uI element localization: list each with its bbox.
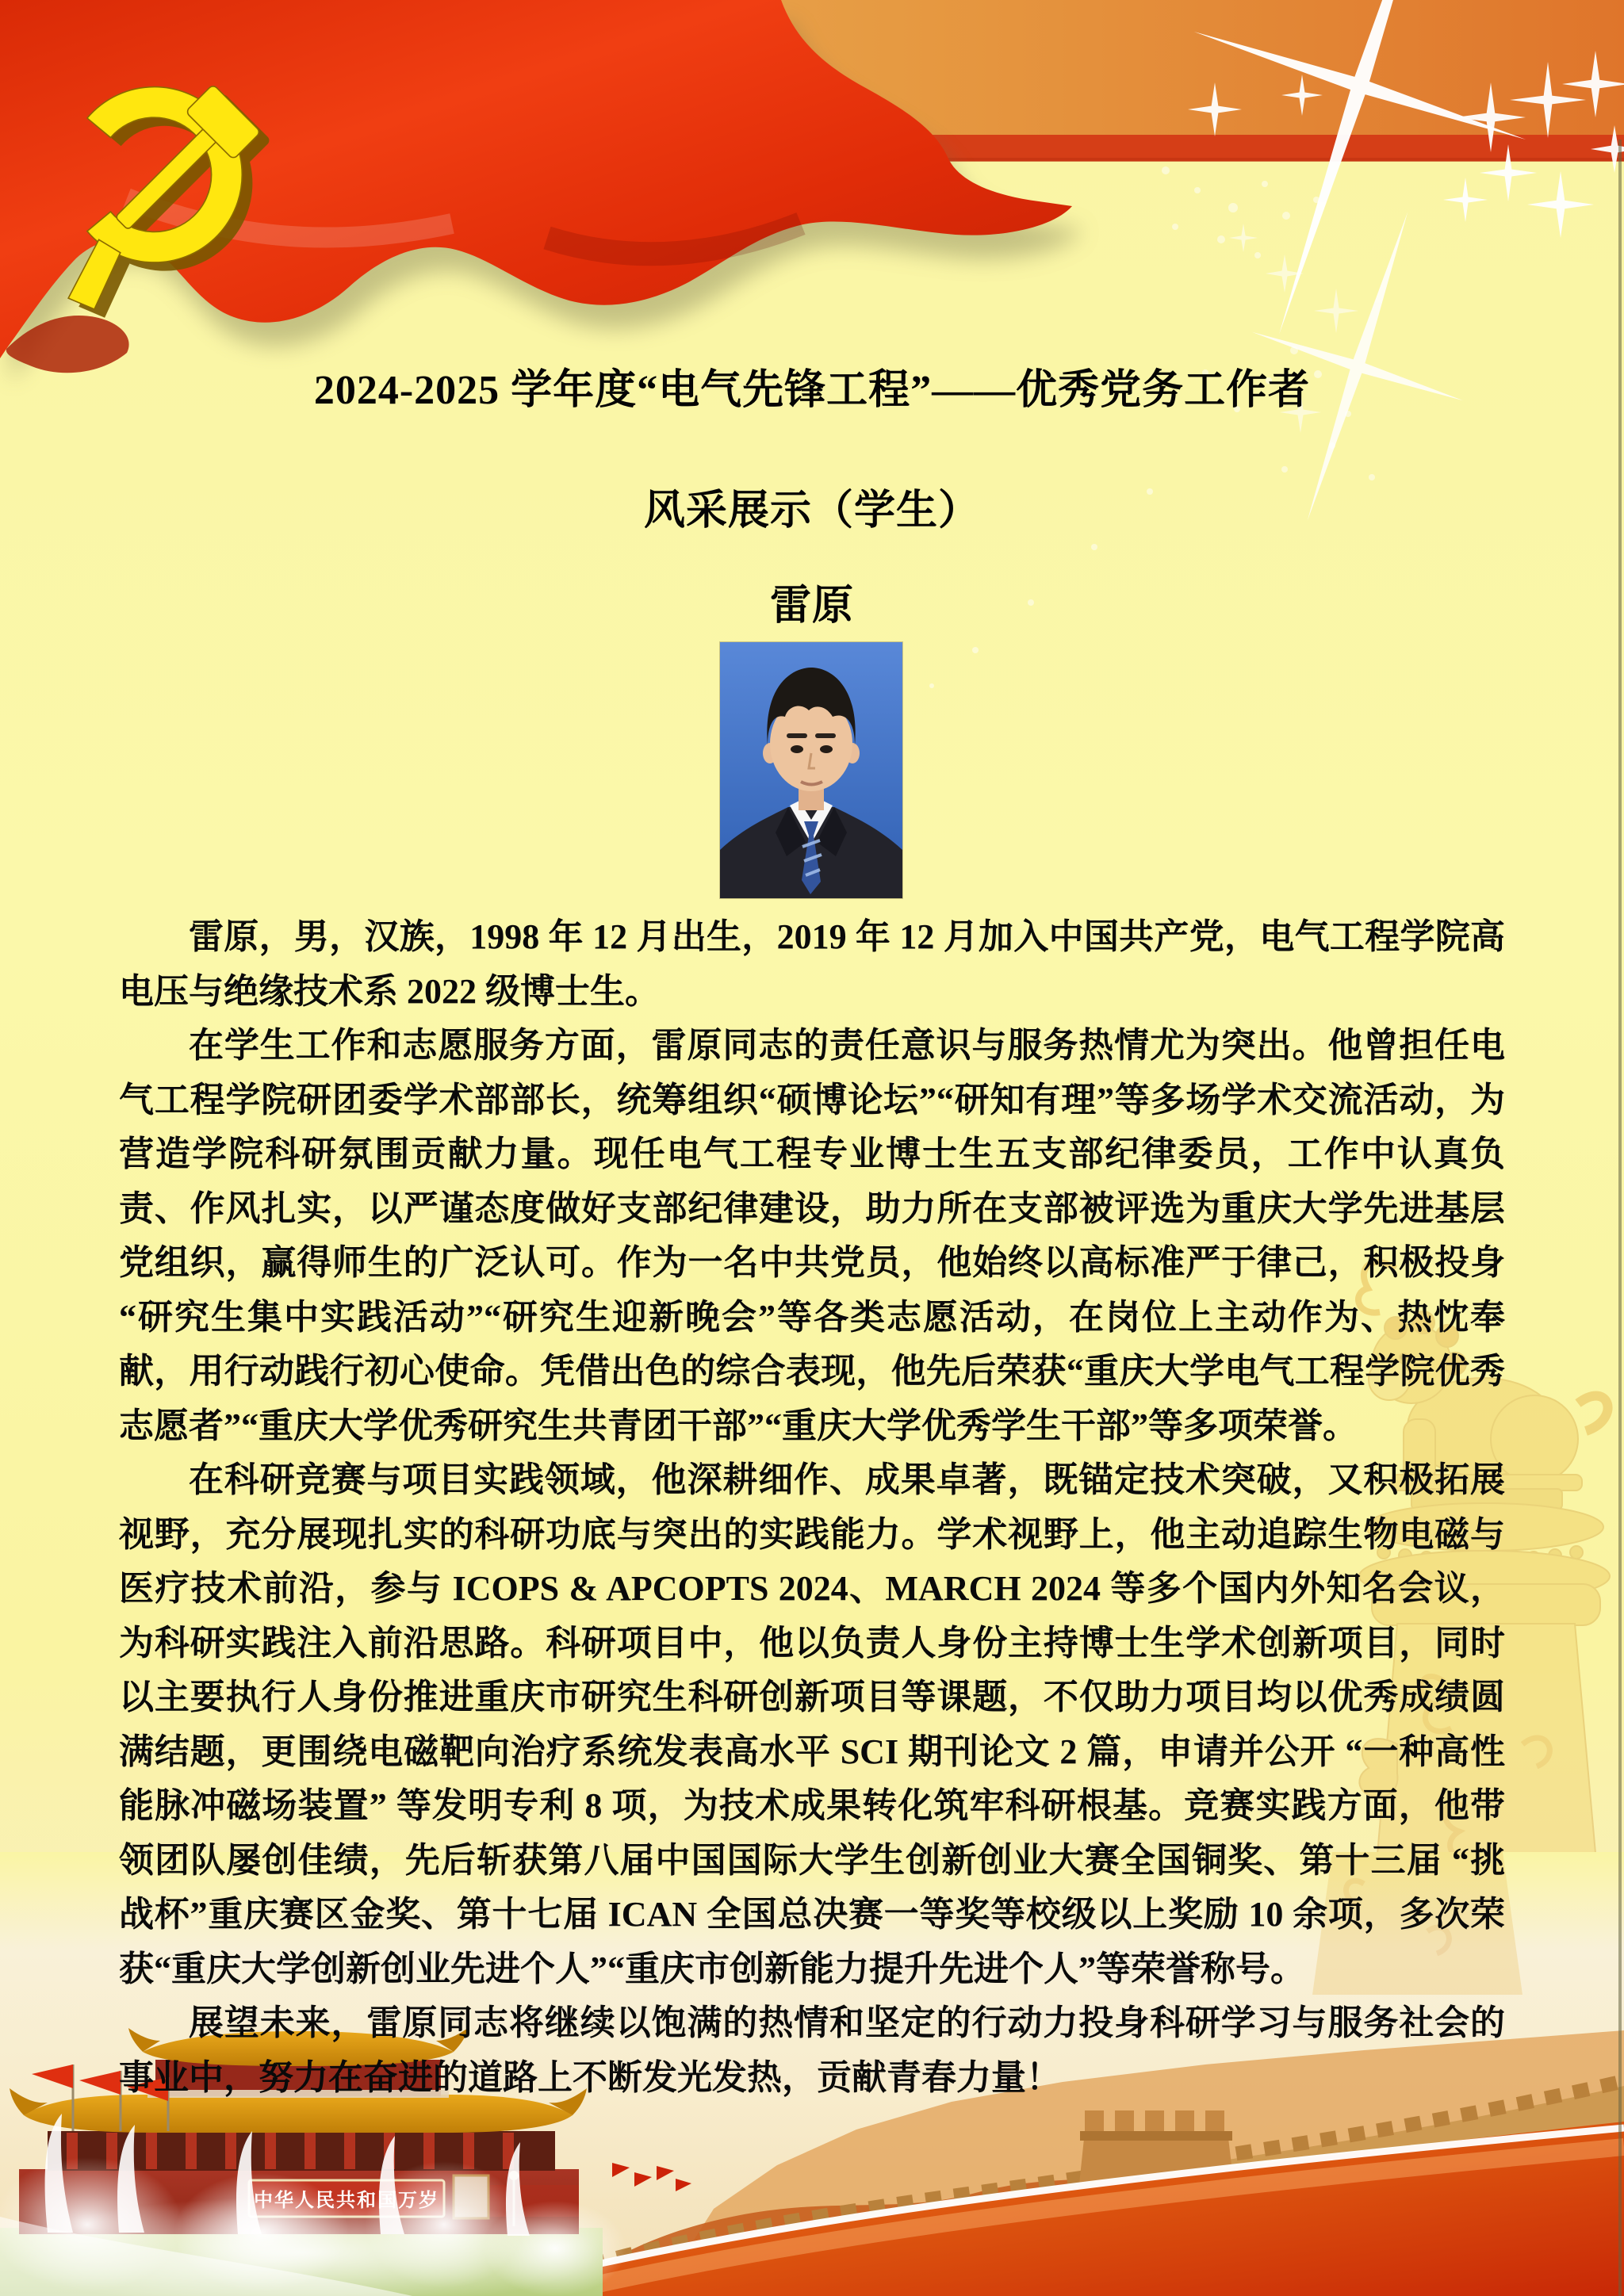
page-title-line2: 风采展示（学生） — [643, 488, 980, 534]
portrait-photo — [720, 642, 902, 898]
paragraph-research: 在科研竞赛与项目实践领域，他深耕细作、成果卓著，既锚定技术突破，又积极拓展视野，充分展现扎实的科研功底与突出的实践能力。学术视野上，他主动追踪生物电磁与医疗技术前沿，参与 ICOPS & APCOPTS 2024、MARCH 2024 等多个国内外知名会议，为科研实践注入前沿思路。科研项目中，他以负责人身份主持博士生学术创新项目，同时以主要执行人身份推进重庆市研究生科研创新项目等课题，不仅助力项目均以优秀成绩圆满结题，更围绕电磁靶向治疗系统发表高水平 SCI 期刊论文 2 篇，申请并公开 “一种高性能脉冲磁场装置” 等发明专利 8 项，为技术成果转化筑牢科研根基。竞赛实践方面，他带领团队屡创佳绩，先后斩获第八届中国国际大学生创新创业大赛全国铜奖、第十三届 “挑战杯”重庆赛区金奖、第十七届 ICAN 全国总决赛一等奖等校级以上奖励 10 余项，多次荣获“重庆大学创新创业先进个人”“重庆市创新能力提升先进个人”等荣誉称号。 — [119, 1460, 1505, 1988]
profile-text — [119, 910, 1505, 2105]
paragraph-intro: 雷原，男，汉族，1998 年 12 月出生，2019 年 12 月加入中国共产党，电气工程学院高电压与绝缘技术系 2022 级博士生。 — [119, 917, 1505, 1011]
paragraph-outlook: 展望未来，雷原同志将继续以饱满的热情和坚定的行动力投身科研学习与服务社会的事业中，努力在奋进的道路上不断发光发热，贡献青春力量！ — [119, 2003, 1505, 2097]
person-name: 雷原 — [769, 584, 854, 629]
page-edge-line — [1618, 140, 1622, 2296]
paragraph-student-work: 在学生工作和志愿服务方面，雷原同志的责任意识与服务热情尤为突出。他曾担任电气工程学院研团委学术部部长，统筹组织“硕博论坛”“研知有理”等多场学术交流活动，为营造学院科研氛围贡献力量。现任电气工程专业博士生五支部纪律委员，工作中认真负责、作风扎实，以严谨态度做好支部纪律建设，助力所在支部被评选为重庆大学先进基层党组织，赢得师生的广泛认可。作为一名中共党员，他始终以高标准严于律己，积极投身 “研究生集中实践活动”“研究生迎新晚会”等各类志愿活动，在岗位上主动作为、热忱奉献，用行动践行初心使命。凭借出色的综合表现，他先后荣获“重庆大学电气工程学院优秀志愿者”“重庆大学优秀研究生共青团干部”“重庆大学优秀学生干部”等多项荣誉。 — [119, 1026, 1505, 1445]
page-title-line1: 2024-2025 学年度“电气先锋工程”——优秀党务工作者 — [313, 368, 1311, 413]
